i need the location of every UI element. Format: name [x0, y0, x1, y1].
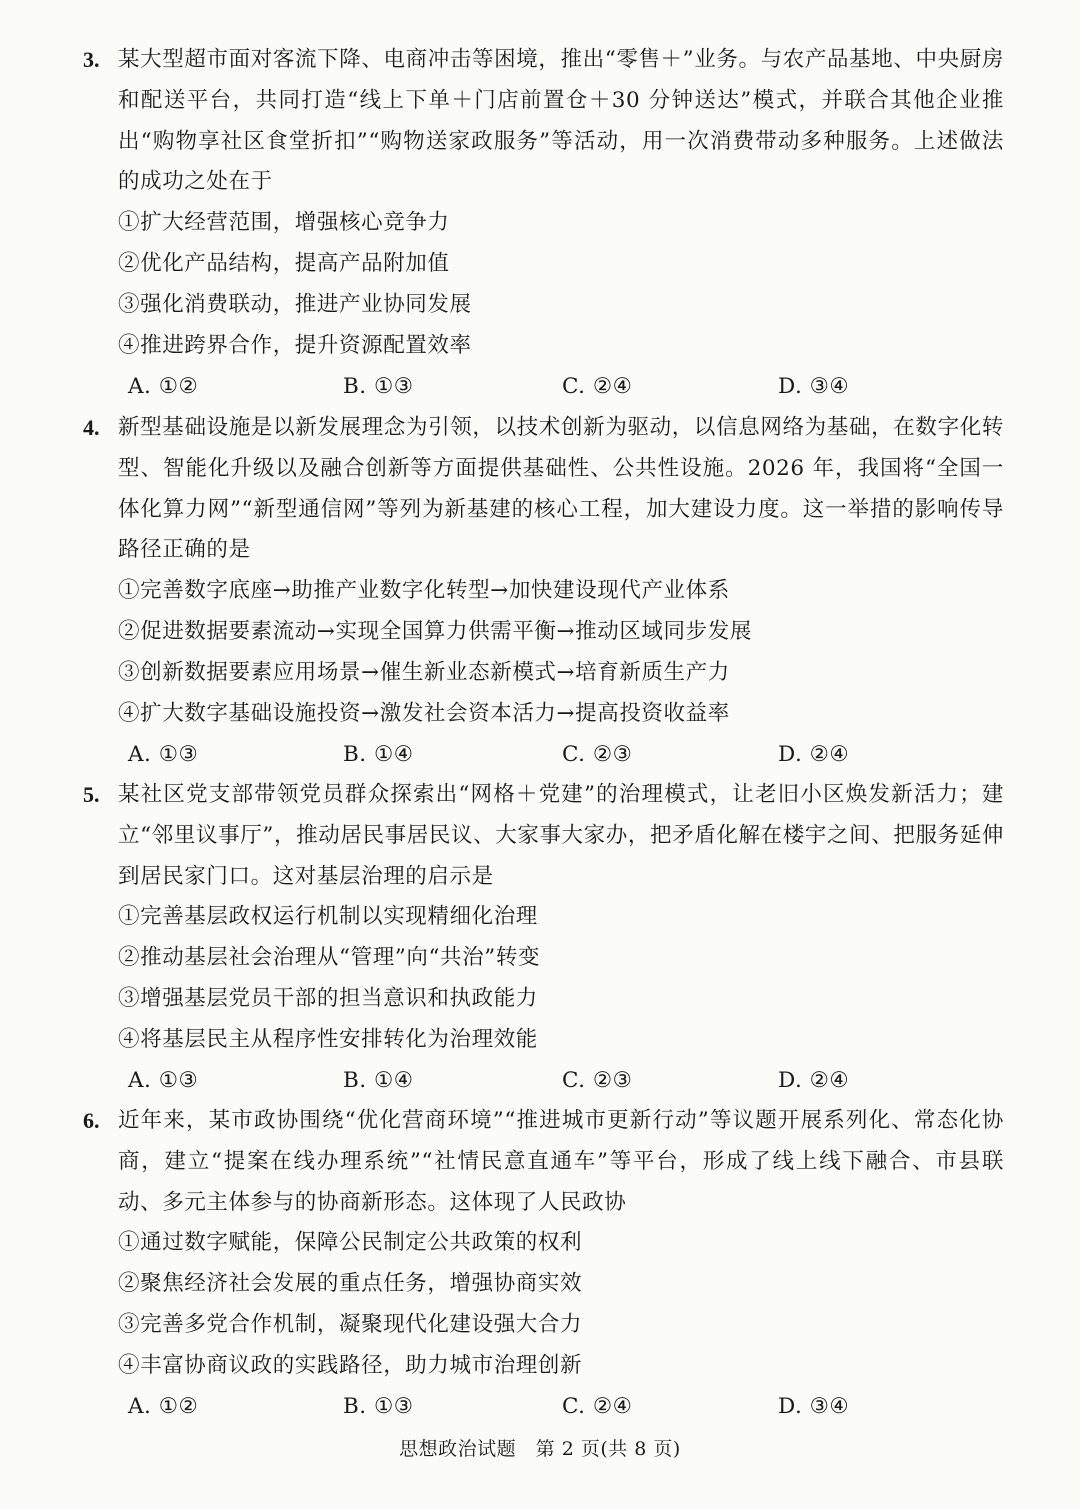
statement-1: ①完善数字底座→助推产业数字化转型→加快建设现代产业体系 — [118, 578, 730, 603]
option-b[interactable]: B. ①③ — [343, 374, 414, 399]
question-number: 3. — [83, 47, 100, 72]
statement-2: ②促进数据要素流动→实现全国算力供需平衡→推动区域同步发展 — [118, 619, 752, 644]
statement-1: ①完善基层政权运行机制以实现精细化治理 — [118, 904, 538, 929]
statement-4: ④扩大数字基础设施投资→激发社会资本活力→提高投资收益率 — [118, 701, 730, 726]
question-stem: 某社区党支部带领党员群众探索出“网格＋党建”的治理模式，让老旧小区焕发新活力；建立“邻里议事厅”，推动居民事居民议、大家事大家办，把矛盾化解在楼宇之间、把服务延伸到居民家门口。这对基层治理的启示是 — [118, 782, 1004, 889]
option-b[interactable]: B. ①④ — [343, 1068, 414, 1093]
question-stem: 某大型超市面对客流下降、电商冲击等困境，推出“零售＋”业务。与农产品基地、中央厨房和配送平台，共同打造“线上下单＋门店前置仓＋30 分钟送达”模式，并联合其他企业推出“购物享社区食堂折扣”“购物送家政服务”等活动，用一次消费带动多种服务。上述做法的成功之处在于 — [118, 47, 1004, 195]
option-d[interactable]: D. ②④ — [778, 1068, 850, 1093]
question-number: 5. — [83, 782, 100, 807]
option-a[interactable]: A. ①③ — [128, 742, 199, 767]
question-stem: 新型基础设施是以新发展理念为引领，以技术创新为驱动，以信息网络为基础，在数字化转型、智能化升级以及融合创新等方面提供基础性、公共性设施。2026 年，我国将“全国一体化算力网”“新型通信网”等列为新基建的核心工程，加大建设力度。这一举措的影响传导路径正确的是 — [118, 415, 1004, 563]
option-c[interactable]: C. ②③ — [562, 742, 633, 767]
statement-4: ④将基层民主从程序性安排转化为治理效能 — [118, 1027, 538, 1052]
statement-4: ④丰富协商议政的实践路径，助力城市治理创新 — [118, 1353, 583, 1378]
option-a[interactable]: A. ①② — [128, 374, 199, 399]
option-a[interactable]: A. ①② — [128, 1394, 199, 1419]
option-d[interactable]: D. ②④ — [778, 742, 850, 767]
statement-3: ③强化消费联动，推进产业协同发展 — [118, 292, 472, 317]
statement-2: ②推动基层社会治理从“管理”向“共治”转变 — [118, 945, 541, 970]
option-c[interactable]: C. ②④ — [562, 1394, 633, 1419]
statement-1: ①扩大经营范围，增强核心竞争力 — [118, 210, 450, 235]
statement-3: ③完善多党合作机制，凝聚现代化建设强大合力 — [118, 1312, 583, 1337]
question-number: 6. — [83, 1108, 100, 1133]
option-d[interactable]: D. ③④ — [778, 1394, 850, 1419]
statement-2: ②优化产品结构，提高产品附加值 — [118, 251, 450, 276]
option-d[interactable]: D. ③④ — [778, 374, 850, 399]
option-c[interactable]: C. ②④ — [562, 374, 633, 399]
question-stem: 近年来，某市政协围绕“优化营商环境”“推进城市更新行动”等议题开展系列化、常态化协商，建立“提案在线办理系统”“社情民意直通车”等平台，形成了线上线下融合、市县联动、多元主体参与的协商新形态。这体现了人民政协 — [118, 1108, 1004, 1215]
page-footer: 思想政治试题 第 2 页(共 8 页) — [399, 1438, 681, 1460]
statement-1: ①通过数字赋能，保障公民制定公共政策的权利 — [118, 1230, 583, 1255]
option-b[interactable]: B. ①④ — [343, 742, 414, 767]
question-number: 4. — [83, 415, 100, 440]
statement-2: ②聚焦经济社会发展的重点任务，增强协商实效 — [118, 1271, 583, 1296]
statement-4: ④推进跨界合作，提升资源配置效率 — [118, 333, 472, 358]
statement-3: ③增强基层党员干部的担当意识和执政能力 — [118, 986, 538, 1011]
statement-3: ③创新数据要素应用场景→催生新业态新模式→培育新质生产力 — [118, 660, 730, 685]
option-a[interactable]: A. ①③ — [128, 1068, 199, 1093]
option-c[interactable]: C. ②③ — [562, 1068, 633, 1093]
option-b[interactable]: B. ①③ — [343, 1394, 414, 1419]
